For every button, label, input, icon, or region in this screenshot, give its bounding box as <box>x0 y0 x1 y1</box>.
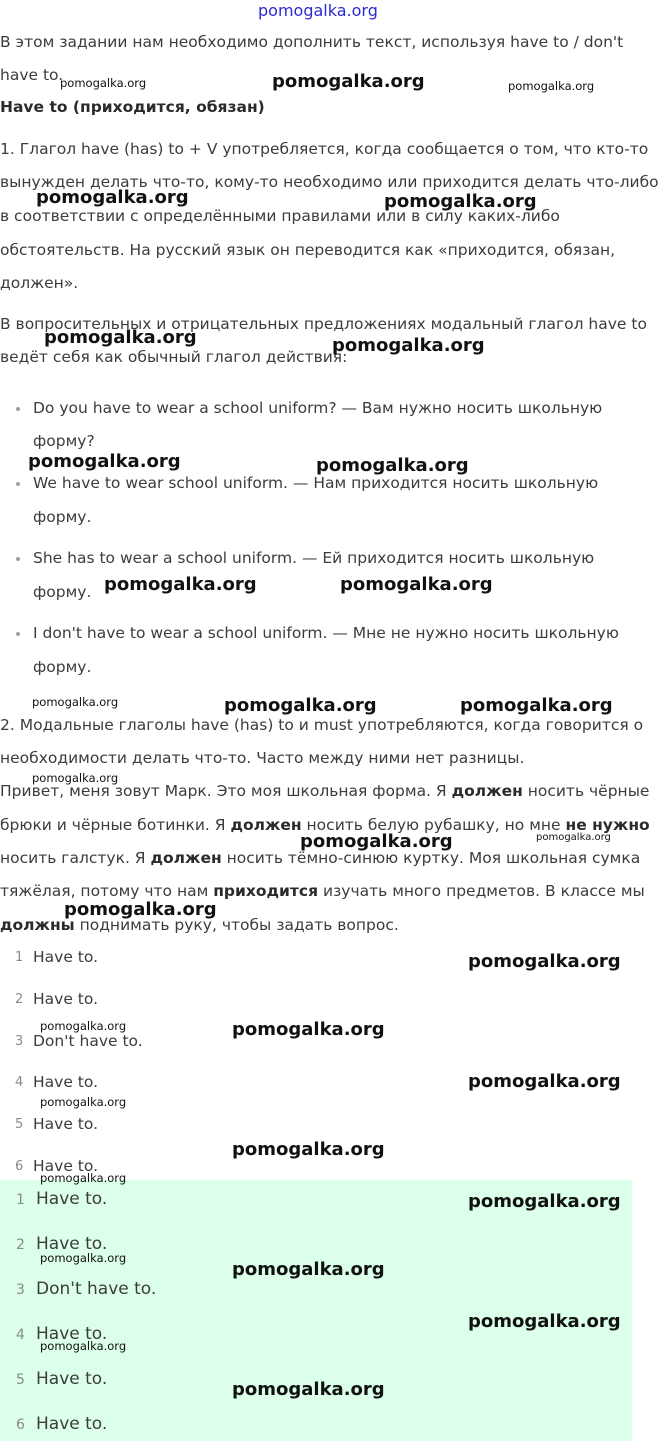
watermark: pomogalka.org <box>232 1139 385 1160</box>
intro-line-2: have to. <box>0 66 64 84</box>
answer-number: 2 <box>16 1237 25 1253</box>
answer-text: Have to. <box>36 1369 108 1389</box>
story-text: Привет, меня зовут Марк. Это моя школьная форма. Я <box>0 782 452 800</box>
rule2-line-1: 2. Модальные глаголы have (has) to и must употребляются, когда говорится о <box>0 716 644 734</box>
story-text: носить белую рубашку, но мне <box>301 816 566 834</box>
story-bold: не нужно <box>565 816 650 834</box>
story-text: носить чёрные <box>522 782 650 800</box>
answer-number: 3 <box>16 1282 25 1298</box>
watermark: pomogalka.org <box>340 574 493 595</box>
example-line: Do you have to wear a school uniform? — Вам нужно носить школьную <box>33 399 603 417</box>
watermark: pomogalka.org <box>36 187 189 208</box>
section-title: Have to (приходится, обязан) <box>0 98 265 116</box>
story-text: носить галстук. Я <box>0 849 151 867</box>
watermark: pomogalka.org <box>44 327 197 348</box>
rule1-line: в соответствии с определёнными правилами или в силу каких-либо <box>0 207 560 225</box>
example-line: She has to wear a school uniform. — Ей приходится носить школьную <box>33 549 595 567</box>
answer-number: 3 <box>15 1034 24 1049</box>
story-text: носить тёмно-синюю куртку. Моя школьная сумка <box>221 849 641 867</box>
story-bold: приходится <box>213 882 319 900</box>
story-text: изучать много предметов. В классе мы <box>318 882 645 900</box>
bullet-dot <box>16 632 20 636</box>
story-bold: должен <box>150 849 222 867</box>
watermark: pomogalka.org <box>316 455 469 476</box>
example-line: We have to wear school uniform. — Нам приходится носить школьную <box>33 474 599 492</box>
rule-questions-line: В вопросительных и отрицательных предложениях модальный глагол have to <box>0 315 647 333</box>
example-line: форму. <box>33 583 92 601</box>
example-line: форму. <box>33 508 92 526</box>
answer-number: 6 <box>16 1417 25 1433</box>
watermark: pomogalka.org <box>40 1095 127 1109</box>
watermark: pomogalka.org <box>468 1071 621 1092</box>
story-text: тяжёлая, потому что нам <box>0 882 214 900</box>
answer-number: 4 <box>15 1075 24 1090</box>
answer-text: Have to. <box>33 1157 99 1175</box>
story-bold: должен <box>230 816 302 834</box>
watermark: pomogalka.org <box>32 771 119 785</box>
answer-number: 1 <box>16 1192 25 1208</box>
watermark: pomogalka.org <box>232 1259 385 1280</box>
answer-number: 1 <box>15 950 24 965</box>
example-line: форму? <box>33 432 95 450</box>
watermark: pomogalka.org <box>232 1019 385 1040</box>
answer-text: Don't have to. <box>33 1032 143 1050</box>
example-line: I don't have to wear a school uniform. — Мне не нужно носить школьную <box>33 624 619 642</box>
rule1-line: обстоятельств. На русский язык он переводится как «приходится, обязан, <box>0 241 616 259</box>
watermark: pomogalka.org <box>224 695 377 716</box>
watermark: pomogalka.org <box>508 79 595 93</box>
story-bold: должны <box>0 916 75 934</box>
rule1-line: 1. Глагол have (has) to + V употребляется, когда сообщается о том, что кто-то <box>0 140 649 158</box>
rule1-line: должен». <box>0 274 79 292</box>
watermark: pomogalka.org <box>40 1019 127 1033</box>
watermark: pomogalka.org <box>300 831 453 852</box>
answer-text: Have to. <box>33 1073 99 1091</box>
answer-text: Have to. <box>33 990 99 1008</box>
bullet-dot <box>16 557 20 561</box>
watermark: pomogalka.org <box>40 1171 127 1185</box>
top-watermark: pomogalka.org <box>258 1 378 20</box>
answer-text: Have to. <box>36 1414 108 1434</box>
rule-questions-line: ведёт себя как обычный глагол действия: <box>0 348 348 366</box>
watermark: pomogalka.org <box>536 832 611 843</box>
answer-number: 5 <box>16 1372 25 1388</box>
watermark: pomogalka.org <box>28 451 181 472</box>
watermark: pomogalka.org <box>272 71 425 92</box>
watermark: pomogalka.org <box>60 76 147 90</box>
example-line: форму. <box>33 658 92 676</box>
watermark: pomogalka.org <box>468 951 621 972</box>
watermark: pomogalka.org <box>32 695 119 709</box>
watermark: pomogalka.org <box>384 191 537 212</box>
watermark: pomogalka.org <box>468 1311 621 1332</box>
bullet-dot <box>16 407 20 411</box>
story-text: поднимать руку, чтобы задать вопрос. <box>74 916 399 934</box>
answer-text: Have to. <box>36 1324 108 1344</box>
intro-line-1: В этом задании нам необходимо дополнить текст, используя have to / don't <box>0 33 624 51</box>
answer-number: 4 <box>16 1327 25 1343</box>
answer-text: Have to. <box>33 1115 99 1133</box>
answer-number: 5 <box>15 1117 24 1132</box>
answer-text: Have to. <box>36 1189 108 1209</box>
watermark: pomogalka.org <box>332 335 485 356</box>
story-text: брюки и чёрные ботинки. Я <box>0 816 231 834</box>
watermark: pomogalka.org <box>64 899 217 920</box>
watermark: pomogalka.org <box>468 1191 621 1212</box>
watermark: pomogalka.org <box>232 1379 385 1400</box>
watermark: pomogalka.org <box>104 574 257 595</box>
story-bold: должен <box>451 782 523 800</box>
answer-text: Don't have to. <box>36 1279 157 1299</box>
answer-number: 2 <box>15 992 24 1007</box>
watermark: pomogalka.org <box>40 1251 127 1265</box>
watermark: pomogalka.org <box>460 695 613 716</box>
rule1-line: вынужден делать что-то, кому-то необходимо или приходится делать что-либо <box>0 173 659 191</box>
answer-text: Have to. <box>33 948 99 966</box>
story-line <box>0 881 645 901</box>
rule2-line-2: необходимости делать что-то. Часто между ними нет разницы. <box>0 749 525 767</box>
watermark: pomogalka.org <box>40 1339 127 1353</box>
answer-number: 6 <box>15 1159 24 1174</box>
bullet-dot <box>16 482 20 486</box>
answer-text: Have to. <box>36 1234 108 1254</box>
